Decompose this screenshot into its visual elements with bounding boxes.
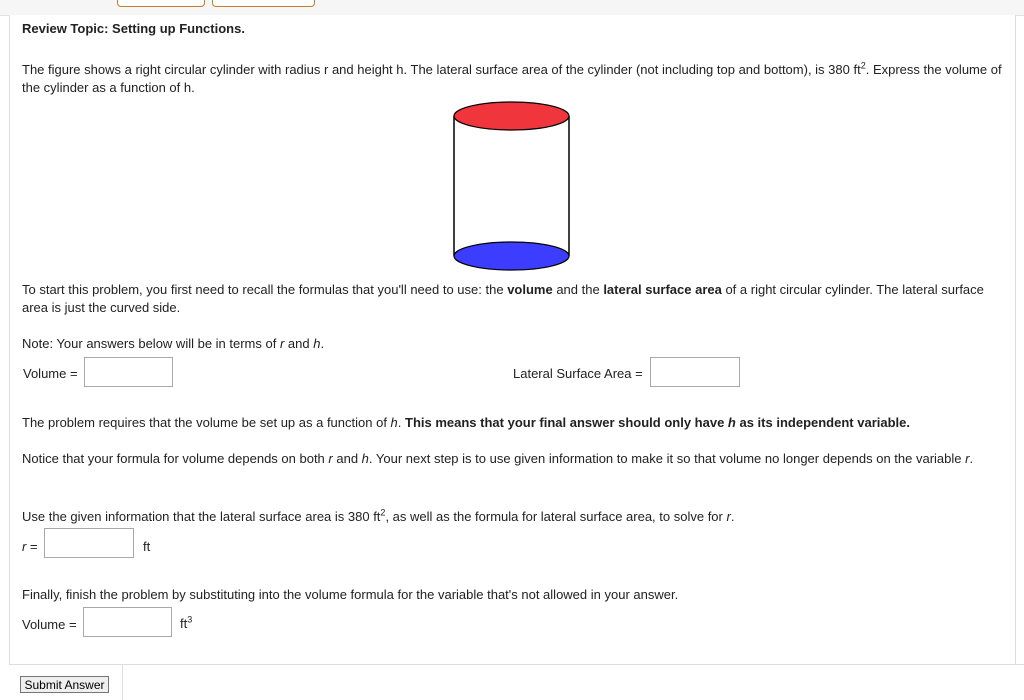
tab-stub-left[interactable] — [117, 0, 205, 7]
radius-input[interactable] — [44, 528, 134, 558]
final-volume-label: Volume = — [22, 617, 77, 632]
cylinder-figure — [448, 99, 576, 273]
footer-divider — [122, 664, 1024, 700]
requirement-paragraph: The problem requires that the volume be set up as a function of h. This means that your final answer should only have h as its independent variable. — [22, 415, 910, 430]
radius-label: r = — [22, 539, 38, 554]
cylinder-top — [454, 102, 569, 130]
review-title: Review Topic: Setting up Functions. — [22, 21, 245, 36]
final-volume-unit: $ft^3$ — [180, 614, 193, 631]
radius-unit: ft — [143, 539, 151, 554]
cylinder-bottom — [454, 242, 569, 270]
use-paragraph: Use the given information that the lateral surface area is 380 $ft^2$, as well as the formula for lateral surface area, to solve for r. — [22, 507, 735, 524]
lateral-surface-area-input[interactable] — [650, 357, 740, 387]
top-bar — [0, 0, 1024, 16]
submit-answer-button[interactable]: Submit Answer — [20, 676, 109, 693]
notice-paragraph: Notice that your formula for volume depends on both r and h. Your next step is to use given information to make it so that volume no longer depends on the variable r. — [22, 451, 974, 466]
start-paragraph: To start this problem, you first need to recall the formulas that you'll need to use: the volume and the lateral surface area of a right circular cylinder. The lateral surface area is just the curved side. — [22, 282, 984, 315]
tab-stub-right[interactable] — [212, 0, 315, 7]
problem-statement: The figure shows a right circular cylinder with radius r and height h. The lateral surface area of the cylinder (not including top and bottom), is 380 $ft^2$. Express the volume of the cylinder as a function of h. — [22, 60, 1002, 95]
volume-label: Volume = — [23, 366, 78, 381]
volume-input[interactable] — [84, 357, 173, 387]
finally-paragraph: Finally, finish the problem by substituting into the volume formula for the variable that's not allowed in your answer. — [22, 587, 679, 602]
lateral-surface-area-label: Lateral Surface Area = — [513, 366, 643, 381]
note-paragraph: Note: Your answers below will be in terms of r and h. — [22, 336, 325, 351]
final-volume-input[interactable] — [83, 607, 172, 637]
